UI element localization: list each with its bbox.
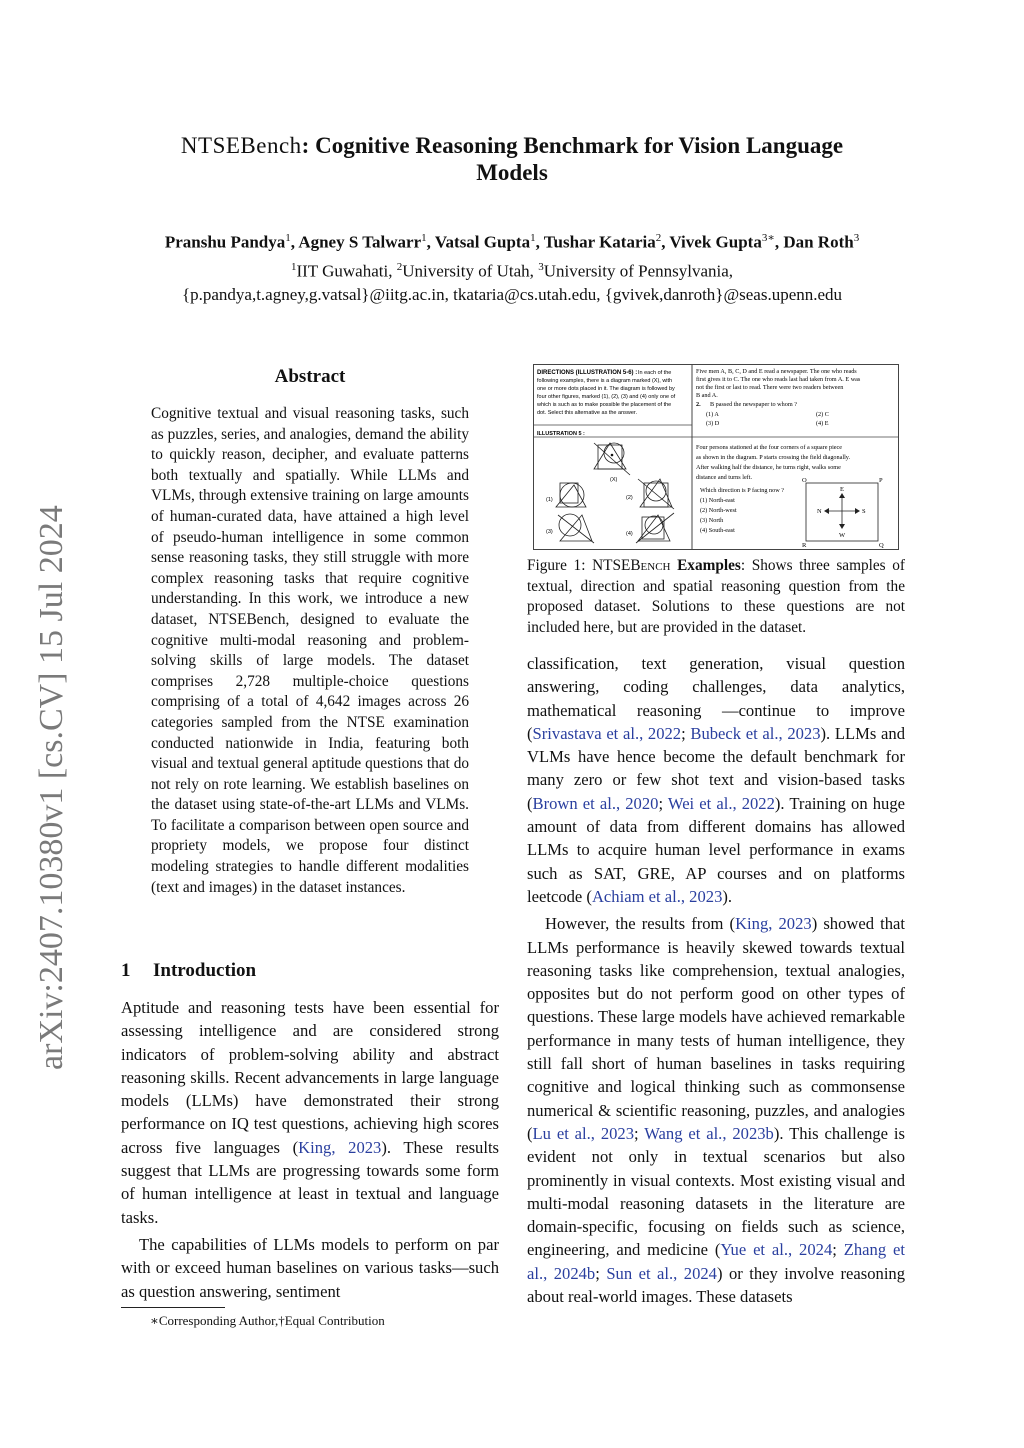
citation-link[interactable]: Sun et al., 2024 — [606, 1263, 717, 1283]
text-run: ). — [722, 886, 733, 906]
fig-text: four other figures, marked (1), (2), (3) and (4) only one of — [537, 394, 676, 400]
affil-mark-1: 1 — [290, 260, 297, 273]
fig-directions-heading: DIRECTIONS (ILLUSTRATION 5-6) : — [537, 370, 638, 376]
author-names — [60, 226, 964, 255]
affiliations — [60, 255, 964, 284]
fig-text: Five men A, B, C, D and E read a newspaper. The one who reads — [696, 368, 857, 375]
author-6-affil: 3 — [853, 232, 860, 244]
text-run: ) or they involve reasoning about real-world images. These datasets — [527, 1263, 906, 1307]
citation-link[interactable]: King, 2023 — [298, 1137, 382, 1157]
author-4: , Tushar Kataria — [535, 232, 656, 252]
section-title: Introduction — [153, 960, 257, 981]
figure-1-examples — [533, 364, 899, 550]
compass-label-n: N — [817, 508, 822, 515]
corner-label-r: R — [802, 542, 807, 549]
fig-text: distance and turns left. — [696, 474, 753, 481]
fig-option: (2) North-west — [700, 507, 737, 514]
fig-option: (4) South-east — [700, 527, 735, 534]
fig-text: In each of the — [638, 370, 672, 376]
fig-option-4: (4) — [626, 531, 633, 537]
title-text-line1: : Cognitive Reasoning Benchmark for Vision Language — [301, 133, 844, 158]
fig-question-number: 2. — [696, 401, 701, 408]
affil-1: IIT Guwahati, — [296, 261, 397, 281]
text-run: ; — [658, 793, 668, 813]
author-emails: {p.pandya,t.agney,g.vatsal}@iitg.ac.in, tkataria@cs.utah.edu, {gvivek,danroth}@seas.upenn.edu — [181, 285, 843, 305]
compass-label-e: E — [840, 486, 844, 493]
fig-question: Which direction is P facing now ? — [700, 487, 784, 494]
fig-option-3: (3) — [546, 529, 553, 535]
citation-link[interactable]: Achiam et al., 2023 — [591, 886, 723, 906]
affil-mark-2: 2 — [396, 260, 403, 273]
citation-link[interactable]: King, 2023 — [735, 914, 812, 934]
text-run: ) showed that LLMs performance is heavily skewed towards textual reasoning tasks like comprehension, textual analogies, opposites but do not perform good on other types of questions. These large models have achieved remarkable performance in many tests of human intelligence, they still fall short of human baselines in tasks requiring cognitive and logical thinking such as commonsense numerical & scientific reasoning, puzzles, and analogies ( — [527, 914, 906, 1143]
citation-link[interactable]: Brown et al., 2020 — [532, 793, 659, 813]
text-run: ). Training on huge amount of data from different domains has allowed LLMs to acquire human level performance in exams such as SAT, GRE, AP courses and on platforms leetcode ( — [527, 793, 905, 906]
fig-text: first gives it to C. The one who reads last had taken from A. E was — [696, 376, 861, 383]
author-1-affil: 1 — [285, 232, 291, 244]
fig-text: one or more dots placed in it. The diagram is followed by — [537, 386, 675, 392]
affil-2: University of Utah, — [402, 261, 539, 281]
footnote: ∗Corresponding Author,†Equal Contribution — [150, 1313, 385, 1328]
fig-option-1: (1) — [546, 497, 553, 503]
fig-option: (4) E — [816, 420, 829, 427]
caption-benchmark-name: NTSEBench — [592, 557, 671, 574]
fig-option: (2) C — [816, 411, 829, 418]
corner-label-p: P — [879, 477, 883, 484]
fig-text: Four persons stationed at the four corners of a square piece — [696, 444, 843, 451]
corner-label-q: Q — [879, 542, 884, 549]
compass-label-s: S — [862, 508, 866, 515]
fig-text: After walking half the distance, he turns right, walks some — [696, 464, 841, 471]
fig-option: (3) North — [700, 517, 724, 524]
text-run: ). LLMs and VLMs have hence become the default benchmark for many zero or few shot text and vision-based tasks ( — [527, 723, 905, 813]
diagram-option-4 — [636, 513, 674, 543]
fig-option: (3) D — [706, 420, 720, 427]
section-heading-introduction — [121, 960, 501, 982]
text-run: ; — [595, 1263, 607, 1283]
fig-option: (1) North-east — [700, 497, 735, 504]
author-block — [60, 226, 964, 307]
fig-option-x: (X) — [610, 477, 618, 483]
diagram-option-3 — [558, 514, 594, 543]
arxiv-stamp: arXiv:2407.10380v1 [cs.CV] 15 Jul 2024 — [33, 505, 70, 1070]
diagram-option-1 — [556, 483, 586, 507]
author-5-affil: 3∗ — [761, 232, 775, 244]
citation-link[interactable]: Wei et al., 2022 — [667, 793, 775, 813]
text-run: ; — [832, 1240, 844, 1260]
affil-3: University of Pennsylvania, — [543, 261, 734, 281]
footnote-rule — [121, 1307, 225, 1308]
compass-label-w: W — [839, 532, 846, 539]
text-run: ; — [681, 723, 691, 743]
caption-label: Figure 1: — [527, 557, 593, 574]
author-2: , Agney S Talwarr — [290, 232, 422, 252]
citation-link[interactable]: Bubeck et al., 2023 — [690, 723, 821, 743]
text-run: However, the results from ( — [545, 914, 736, 934]
citation-link[interactable]: Zhang et al., 2024b — [527, 1240, 905, 1283]
fig-text: following examples, there is a diagram marked (X), with — [537, 378, 673, 384]
right-column-body — [527, 652, 905, 1308]
citation-link[interactable]: Yue et al., 2024 — [720, 1240, 833, 1260]
diagram-option-2 — [638, 479, 674, 509]
figure-1-canvas — [534, 365, 898, 549]
fig-option-2: (2) — [626, 495, 633, 501]
caption-text: : Shows three samples of textual, direction and spatial reasoning question from the proposed dataset. Solutions to these questions are not included here, but are provided in the dataset. — [527, 557, 905, 636]
fig-illustration-label: ILLUSTRATION 5 : — [537, 431, 585, 437]
fig-text: dot. Select this alternative as the answer. — [537, 410, 637, 416]
text-run: Aptitude and reasoning tests have been essential for assessing intelligence and are considered strong indicators of problem-solving ability and abstract reasoning skills. Recent advancements in large language models (LLMs) have demonstrated their strong performance on IQ test questions, achieving high scores across five languages ( — [121, 998, 499, 1157]
title-benchmark-name: NTSEBench — [180, 133, 302, 158]
right-paragraph-1 — [527, 652, 905, 908]
author-4-affil: 2 — [655, 232, 662, 244]
author-3-affil: 1 — [530, 232, 536, 244]
intro-paragraph-1 — [121, 996, 499, 1229]
citation-link[interactable]: Wang et al., 2023b — [644, 1123, 774, 1143]
right-paragraph-2 — [527, 912, 905, 1308]
diagram-x — [594, 443, 630, 475]
caption-bold: Examples — [670, 557, 741, 574]
text-run: classification, text generation, visual question answering, coding challenges, data analytics, mathematical reasoning —continue to improve ( — [527, 654, 905, 743]
author-3: , Vatsal Gupta — [426, 232, 531, 252]
citation-link[interactable]: Lu et al., 2023 — [532, 1123, 635, 1143]
author-1: Pranshu Pandya — [164, 232, 286, 252]
left-column-body — [121, 996, 499, 1303]
citation-link[interactable]: Srivastava et al., 2022 — [532, 723, 682, 743]
corner-label-o: O — [802, 477, 807, 484]
abstract-heading: Abstract — [274, 366, 346, 387]
text-run: ). These results suggest that LLMs are progressing towards some form of human intelligence at least in textual and language tasks. — [121, 1137, 500, 1227]
abstract-text: Cognitive textual and visual reasoning tasks, such as puzzles, series, and analogies, demand the ability to quickly reason, decipher, and evaluate patterns both textually and spatially. While LLMs and VLMs, through extensive training on large amounts of human-curated data, have attained a high level of pseudo-human intelligence in some common sense reasoning tasks, they still struggle with more complex reasoning tasks that require cognitive understanding. In this work, we introduce a new dataset, NTSEBench, designed to evaluate the cognitive multi-modal reasoning and problem-solving skills of large models. The dataset comprises 2,728 multiple-choice questions comprising of a total of 4,642 images across 26 categories sampled from the NTSE examination conducted nationwide in India, featuring both visual and textual general aptitude questions that do not rely on rote learning. We establish baselines on the dataset using state-of-the-art LLMs and VLMs. To facilitate a comparison between open source and propriety models, we propose four distinct modeling strategies to handle different modalities (text and images) in the dataset instances. — [151, 405, 469, 896]
title-text-line2: Models — [476, 160, 548, 185]
figure-1-caption — [527, 556, 905, 638]
author-6: , Dan Roth — [774, 232, 854, 252]
fig-text: which is such as to make possible the placement of the — [537, 402, 672, 408]
text-run: ). This challenge is evident not only in textual scenarios but also prominently in visual contexts. Most existing visual and multi-modal reasoning datasets in the literature are domain-specific, focusing on fields such as science, engineering, and medicine ( — [527, 1123, 905, 1260]
author-5: , Vivek Gupta — [661, 232, 762, 252]
fig-text: not the first or last to read. There were two readers between — [696, 384, 844, 391]
affil-mark-3: 3 — [538, 260, 544, 273]
paper-title — [130, 132, 894, 186]
fig-text: B and A. — [696, 392, 718, 399]
fig-question: B passed the newspaper to whom ? — [710, 401, 797, 408]
section-number: 1 — [121, 960, 131, 981]
fig-option: (1) A — [706, 411, 719, 418]
text-run: ; — [634, 1123, 645, 1143]
fig-text: as shown in the diagram. P starts crossing the field diagonally. — [696, 454, 851, 461]
intro-paragraph-2: The capabilities of LLMs models to perform on par with or exceed human baselines on various tasks—such as question answering, sentiment — [121, 1234, 499, 1301]
author-2-affil: 1 — [421, 232, 427, 244]
